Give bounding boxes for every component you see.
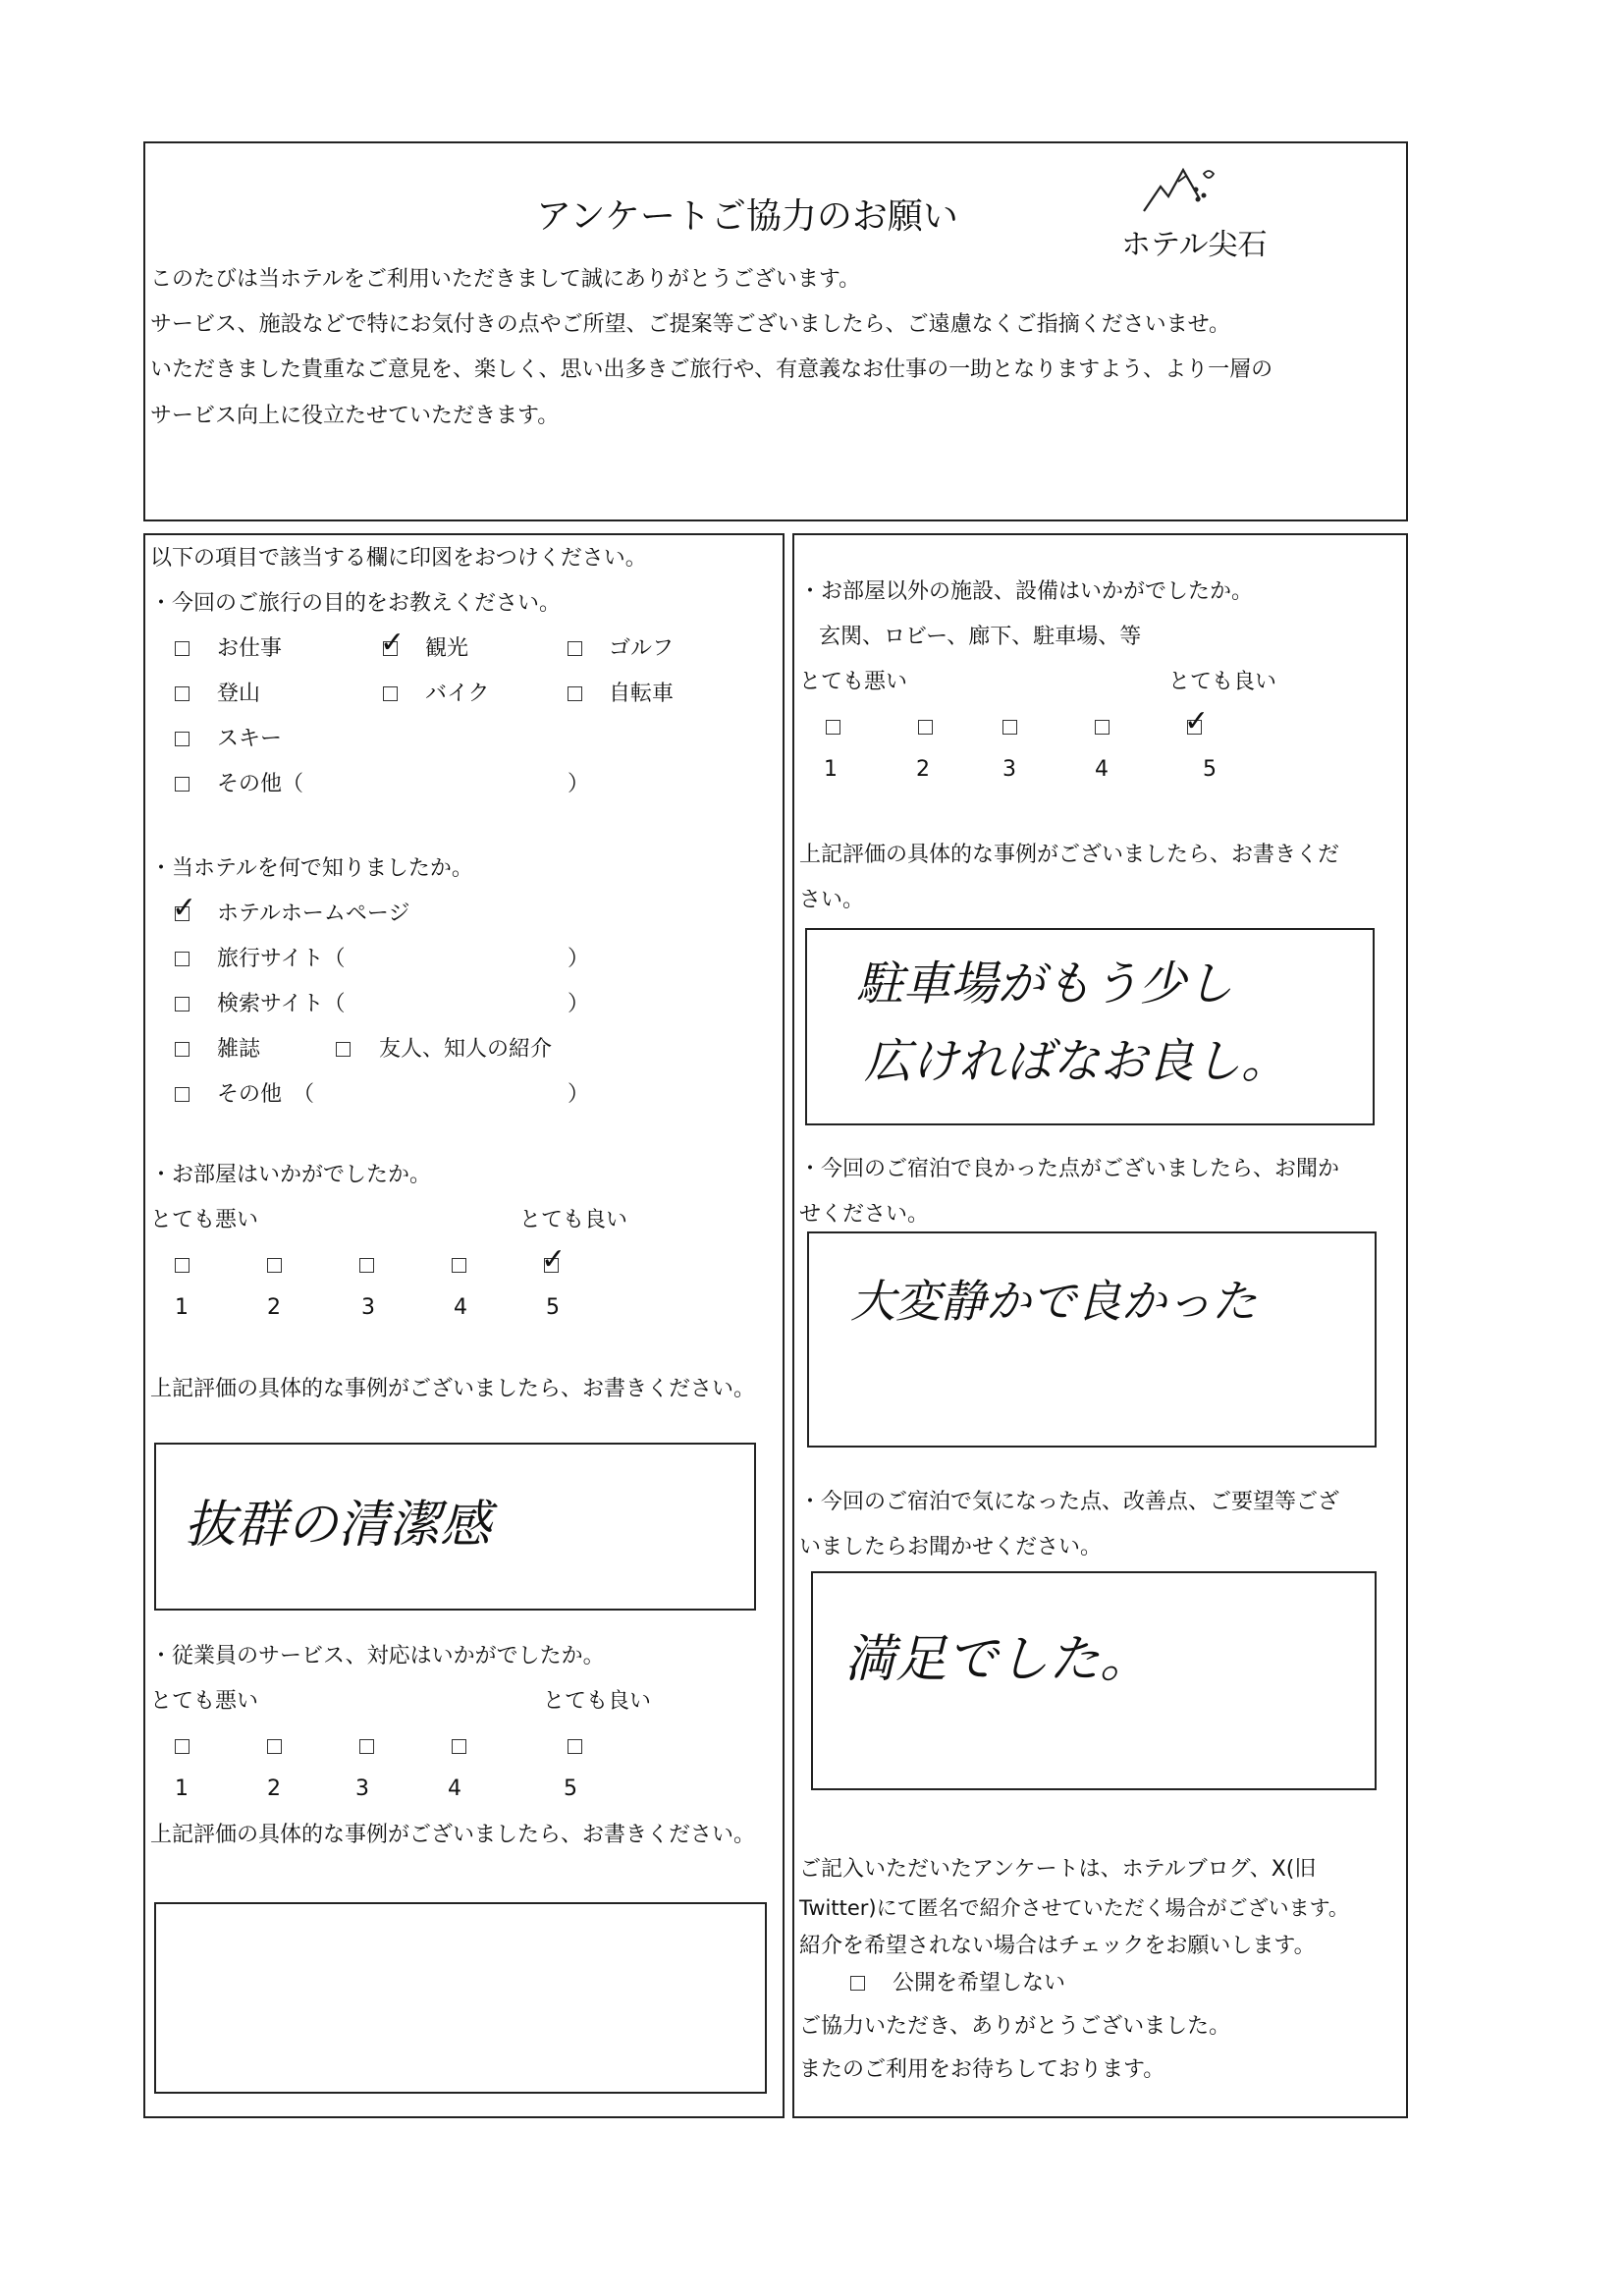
room-scale-5: 5 bbox=[546, 1295, 560, 1320]
facilities-scale-1: 1 bbox=[824, 757, 838, 782]
source-checkbox-travel-site[interactable] bbox=[175, 952, 189, 966]
room-comment-text: 抜群の清潔感 bbox=[185, 1496, 492, 1555]
intro-line-1: このたびは当ホテルをご利用いただきまして誠にありがとうございます。 bbox=[150, 267, 861, 292]
opt-out-checkbox[interactable] bbox=[850, 1976, 865, 1991]
purpose-checkbox-work[interactable] bbox=[175, 641, 189, 656]
purpose-label-bicycle: 自転車 bbox=[609, 682, 675, 706]
room-question: ・お部屋はいかがでしたか。 bbox=[150, 1163, 432, 1187]
facilities-rating-5[interactable] bbox=[1184, 704, 1210, 738]
footer-closing: またのご利用をお待ちしております。 bbox=[799, 2057, 1165, 2082]
staff-rating-2[interactable] bbox=[267, 1739, 282, 1754]
facilities-scale-5: 5 bbox=[1203, 757, 1217, 782]
purpose-label-golf: ゴルフ bbox=[609, 636, 675, 661]
room-scale-3: 3 bbox=[361, 1295, 375, 1320]
purpose-label-climbing: 登山 bbox=[217, 682, 261, 706]
good-points-question-1: ・今回のご宿泊で良かった点がございましたら、お聞か bbox=[799, 1157, 1340, 1181]
purpose-label-other: その他（ bbox=[217, 772, 304, 796]
source-checkbox-other[interactable] bbox=[175, 1087, 189, 1102]
instruction-text: 以下の項目で該当する欄に印図をおつけください。 bbox=[150, 546, 647, 571]
room-rating-5[interactable] bbox=[541, 1242, 567, 1277]
room-high-label: とても良い bbox=[519, 1208, 628, 1232]
facilities-comment-line-1: 駐車場がもう少し bbox=[856, 957, 1234, 1011]
room-low-label: とても悪い bbox=[150, 1208, 259, 1232]
check-mark-icon: ✓ bbox=[1184, 704, 1210, 738]
source-checkbox-hotel-website[interactable] bbox=[172, 891, 197, 925]
facilities-high-label: とても良い bbox=[1168, 670, 1277, 694]
facilities-scale-2: 2 bbox=[916, 757, 930, 782]
facilities-rating-4[interactable] bbox=[1095, 720, 1110, 735]
source-checkbox-friend[interactable] bbox=[336, 1042, 351, 1057]
footer-line-1: ご記入いただいたアンケートは、ホテルブログ、X(旧 bbox=[799, 1857, 1317, 1882]
purpose-checkbox-ski[interactable] bbox=[175, 732, 189, 746]
source-label-other: その他 （ bbox=[217, 1082, 315, 1107]
room-rating-2[interactable] bbox=[267, 1258, 282, 1273]
facilities-scale-4: 4 bbox=[1095, 757, 1109, 782]
staff-high-label: とても良い bbox=[543, 1689, 652, 1714]
staff-low-label: とても悪い bbox=[150, 1689, 259, 1714]
facilities-rating-2[interactable] bbox=[918, 720, 933, 735]
improvements-question-2: いましたらお聞かせください。 bbox=[799, 1535, 1103, 1559]
room-scale-4: 4 bbox=[454, 1295, 467, 1320]
hotel-logo-text: ホテル尖石 bbox=[1121, 228, 1268, 262]
room-comment-prompt: 上記評価の具体的な事例がございましたら、お書きください。 bbox=[150, 1377, 756, 1401]
staff-rating-4[interactable] bbox=[452, 1739, 466, 1754]
facilities-rating-3[interactable] bbox=[1002, 720, 1017, 735]
facilities-comment-prompt-2: さい。 bbox=[799, 888, 865, 912]
good-points-comment-text: 大変静かで良かった bbox=[850, 1275, 1257, 1328]
hotel-logo bbox=[1100, 152, 1296, 270]
staff-rating-5[interactable] bbox=[568, 1739, 582, 1754]
facilities-comment-prompt-1: 上記評価の具体的な事例がございましたら、お書きくだ bbox=[799, 843, 1340, 867]
room-scale-2: 2 bbox=[267, 1295, 281, 1320]
staff-comment-box[interactable] bbox=[154, 1902, 767, 2094]
facilities-scale-3: 3 bbox=[1002, 757, 1016, 782]
room-rating-4[interactable] bbox=[452, 1258, 466, 1273]
staff-rating-3[interactable] bbox=[359, 1739, 374, 1754]
room-rating-1[interactable] bbox=[175, 1258, 189, 1273]
good-points-question-2: せください。 bbox=[799, 1202, 930, 1227]
facilities-examples: 玄関、ロビー、廊下、駐車場、等 bbox=[819, 625, 1142, 649]
facilities-rating-1[interactable] bbox=[826, 720, 840, 735]
improvements-question-1: ・今回のご宿泊で気になった点、改善点、ご要望等ござ bbox=[799, 1490, 1340, 1514]
source-search-site-close-paren: ） bbox=[568, 992, 590, 1016]
good-points-comment-box[interactable] bbox=[807, 1231, 1377, 1448]
opt-out-label: 公開を希望しない bbox=[893, 1971, 1066, 1995]
check-mark-icon: ✓ bbox=[541, 1242, 567, 1277]
page-title: アンケートご協力のお願い bbox=[536, 196, 958, 237]
purpose-other-close-paren: ） bbox=[568, 772, 590, 796]
purpose-label-ski: スキー bbox=[217, 727, 283, 751]
source-question: ・当ホテルを何で知りましたか。 bbox=[150, 856, 473, 881]
source-checkbox-search-site[interactable] bbox=[175, 997, 189, 1011]
intro-line-3: いただきました貴重なご意見を、楽しく、思い出多きご旅行や、有意義なお仕事の一助となりますよう、より一層の bbox=[150, 357, 1273, 382]
footer-thanks: ご協力いただき、ありがとうございました。 bbox=[799, 2014, 1231, 2039]
purpose-checkbox-other[interactable] bbox=[175, 777, 189, 792]
staff-rating-1[interactable] bbox=[175, 1739, 189, 1754]
staff-scale-4: 4 bbox=[448, 1777, 461, 1801]
source-label-magazine: 雑誌 bbox=[217, 1037, 261, 1062]
footer-line-3: 紹介を希望されない場合はチェックをお願いします。 bbox=[799, 1934, 1316, 1958]
staff-scale-5: 5 bbox=[564, 1777, 577, 1801]
source-travel-site-close-paren: ） bbox=[568, 947, 590, 971]
purpose-checkbox-bicycle[interactable] bbox=[568, 686, 582, 701]
purpose-checkbox-sightseeing[interactable] bbox=[380, 626, 406, 660]
purpose-checkbox-climbing[interactable] bbox=[175, 686, 189, 701]
staff-scale-2: 2 bbox=[267, 1777, 281, 1801]
improvements-comment-text: 満足でした。 bbox=[844, 1630, 1152, 1689]
source-label-search-site: 検索サイト（ bbox=[217, 992, 346, 1016]
room-scale-1: 1 bbox=[175, 1295, 189, 1320]
room-rating-3[interactable] bbox=[359, 1258, 374, 1273]
source-label-travel-site: 旅行サイト（ bbox=[217, 947, 346, 971]
staff-comment-prompt: 上記評価の具体的な事例がございましたら、お書きください。 bbox=[150, 1823, 756, 1847]
check-mark-icon: ✓ bbox=[380, 626, 406, 660]
check-mark-icon: ✓ bbox=[172, 891, 197, 925]
mountain-logo-icon bbox=[1139, 152, 1247, 221]
intro-line-2: サービス、施設などで特にお気付きの点やご所望、ご提案等ございましたら、ご遠慮なくご指摘くださいませ。 bbox=[150, 312, 1231, 337]
purpose-question: ・今回のご旅行の目的をお教えください。 bbox=[150, 591, 562, 616]
purpose-checkbox-golf[interactable] bbox=[568, 641, 582, 656]
staff-scale-1: 1 bbox=[175, 1777, 189, 1801]
source-other-close-paren: ） bbox=[568, 1082, 590, 1107]
facilities-question: ・お部屋以外の施設、設備はいかがでしたか。 bbox=[799, 579, 1254, 604]
source-checkbox-magazine[interactable] bbox=[175, 1042, 189, 1057]
intro-line-4: サービス向上に役立たせていただきます。 bbox=[150, 404, 560, 428]
staff-scale-3: 3 bbox=[355, 1777, 369, 1801]
facilities-comment-line-2: 広ければなお良し。 bbox=[864, 1034, 1289, 1089]
purpose-label-work: お仕事 bbox=[217, 636, 283, 661]
source-label-friend: 友人、知人の紹介 bbox=[379, 1037, 553, 1062]
purpose-label-sightseeing: 観光 bbox=[425, 636, 469, 661]
purpose-checkbox-motorbike[interactable] bbox=[383, 686, 398, 701]
footer-line-2: Twitter)にて匿名で紹介させていただく場合がございます。 bbox=[799, 1896, 1349, 1920]
source-label-hotel-website: ホテルホームページ bbox=[217, 902, 410, 926]
facilities-low-label: とても悪い bbox=[799, 670, 908, 694]
purpose-label-motorbike: バイク bbox=[425, 682, 490, 706]
staff-question: ・従業員のサービス、対応はいかがでしたか。 bbox=[150, 1644, 605, 1668]
